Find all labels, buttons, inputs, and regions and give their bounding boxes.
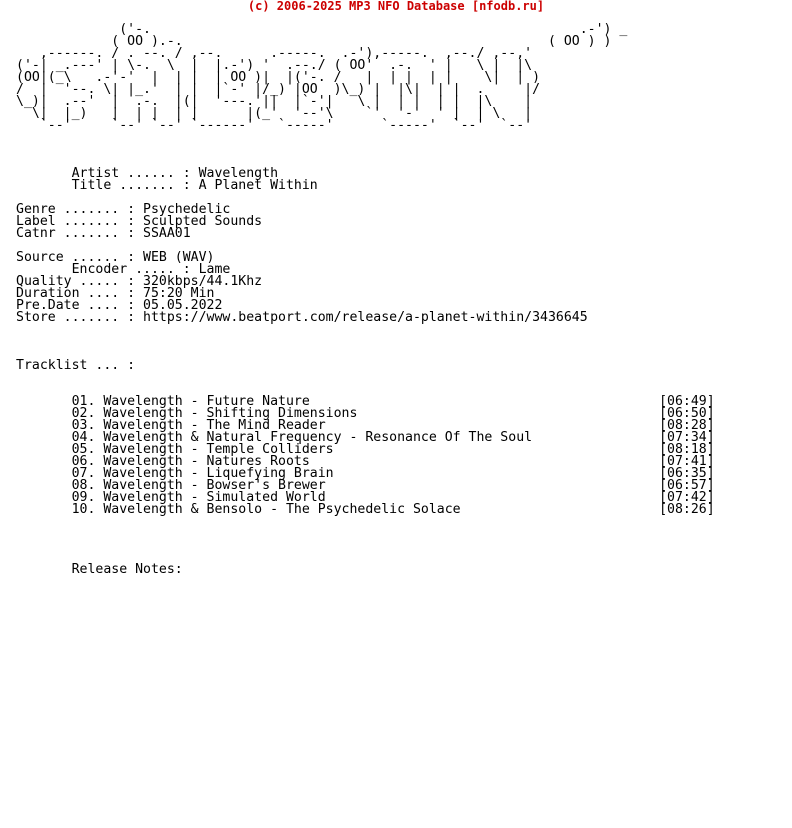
nfo-line: Label ....... : Sculpted Sounds <box>16 214 263 229</box>
nfo-text-block <box>16 24 715 576</box>
nfo-line <box>16 324 715 336</box>
nfo-line: 03. Wavelength - The Mind Reader [08:28] <box>16 418 715 433</box>
nfo-line: Release Notes: <box>16 562 183 577</box>
nfo-line: Duration .... : 75:20 Min <box>16 286 215 301</box>
nfo-line: ,------. / . --. / ,--. .-----. .-'),-----. ,--./ ,--,' <box>16 46 533 61</box>
nfodb-header: (c) 2006-2025 MP3 NFO Database [nfodb.ru] <box>247 0 545 13</box>
nfo-line: (OO|(_\ .-'-' | | | | OO )| |('-. / | | | | | \| | ) <box>16 70 541 85</box>
nfo-line: Artist ...... : Wavelength <box>16 166 279 181</box>
nfo-line: 07. Wavelength - Liquefying Brain [06:35] <box>16 466 715 481</box>
nfo-line: \_)| .--' | .-. |(| '---.'|| |`-'| \ | | | | | |\ | <box>16 94 533 109</box>
nfo-line <box>16 528 715 540</box>
nfo-line: 06. Wavelength - Natures Roots [07:41] <box>16 454 715 469</box>
nfo-line <box>16 540 715 552</box>
nfo-line: Store ....... : https://www.beatport.com/release/a-planet-within/3436645 <box>16 310 588 325</box>
nfo-line <box>16 336 715 348</box>
nfo-line: Catnr ....... : SSAA01 <box>16 226 191 241</box>
nfo-line: Pre.Date .... : 05.05.2022 <box>16 298 223 313</box>
nfo-line: 02. Wavelength - Shifting Dimensions [06:50] <box>16 406 715 421</box>
nfo-line: 08. Wavelength - Bowser's Brewer [06:57] <box>16 478 715 493</box>
nfo-line: Source ...... : WEB (WAV) <box>16 250 215 265</box>
nfo-line <box>16 372 715 384</box>
nfo-line: Title ....... : A Planet Within <box>16 178 318 193</box>
nfo-line: 05. Wavelength - Temple Colliders [08:18] <box>16 442 715 457</box>
nfo-line: Encoder ..... : Lame <box>16 262 231 277</box>
nfo-line: 01. Wavelength - Future Nature [06:49] <box>16 394 715 409</box>
nfo-line: \| |_) | | | | | |(_' '--'\ `' '-' ' | | \ | <box>16 106 533 121</box>
nfo-line: Tracklist ... : <box>16 358 136 373</box>
nfo-line <box>16 132 715 144</box>
nfo-line <box>16 144 715 156</box>
nfo-line <box>16 516 715 528</box>
nfo-line: 10. Wavelength & Bensolo - The Psychedelic Solace [08:26] <box>16 502 715 517</box>
nfo-line: ( OO ).-. ( OO ) ) <box>16 34 612 49</box>
nfo-line: ('-. .-') _ <box>16 22 628 37</box>
nfo-line: 04. Wavelength & Natural Frequency - Resonance Of The Soul [07:34] <box>16 430 715 445</box>
nfo-line: / | '--. \| |_.' | | |`-' |/_) |OO )\_) | |\| | | . |/ <box>16 82 541 97</box>
nfo-line: Genre ....... : Psychedelic <box>16 202 231 217</box>
nfo-line: 09. Wavelength - Simulated World [07:42] <box>16 490 715 505</box>
nfo-line: ('-| _.---' | \-. \ | |.-') ' .--./ ( OO' .-. ' | \ | |\ <box>16 58 533 73</box>
nfo-line: Quality ..... : 320kbps/44.1Khz <box>16 274 263 289</box>
nfo-line: `--' `--' `--' `------' `-----' `-----' `--' `--' <box>16 118 533 133</box>
